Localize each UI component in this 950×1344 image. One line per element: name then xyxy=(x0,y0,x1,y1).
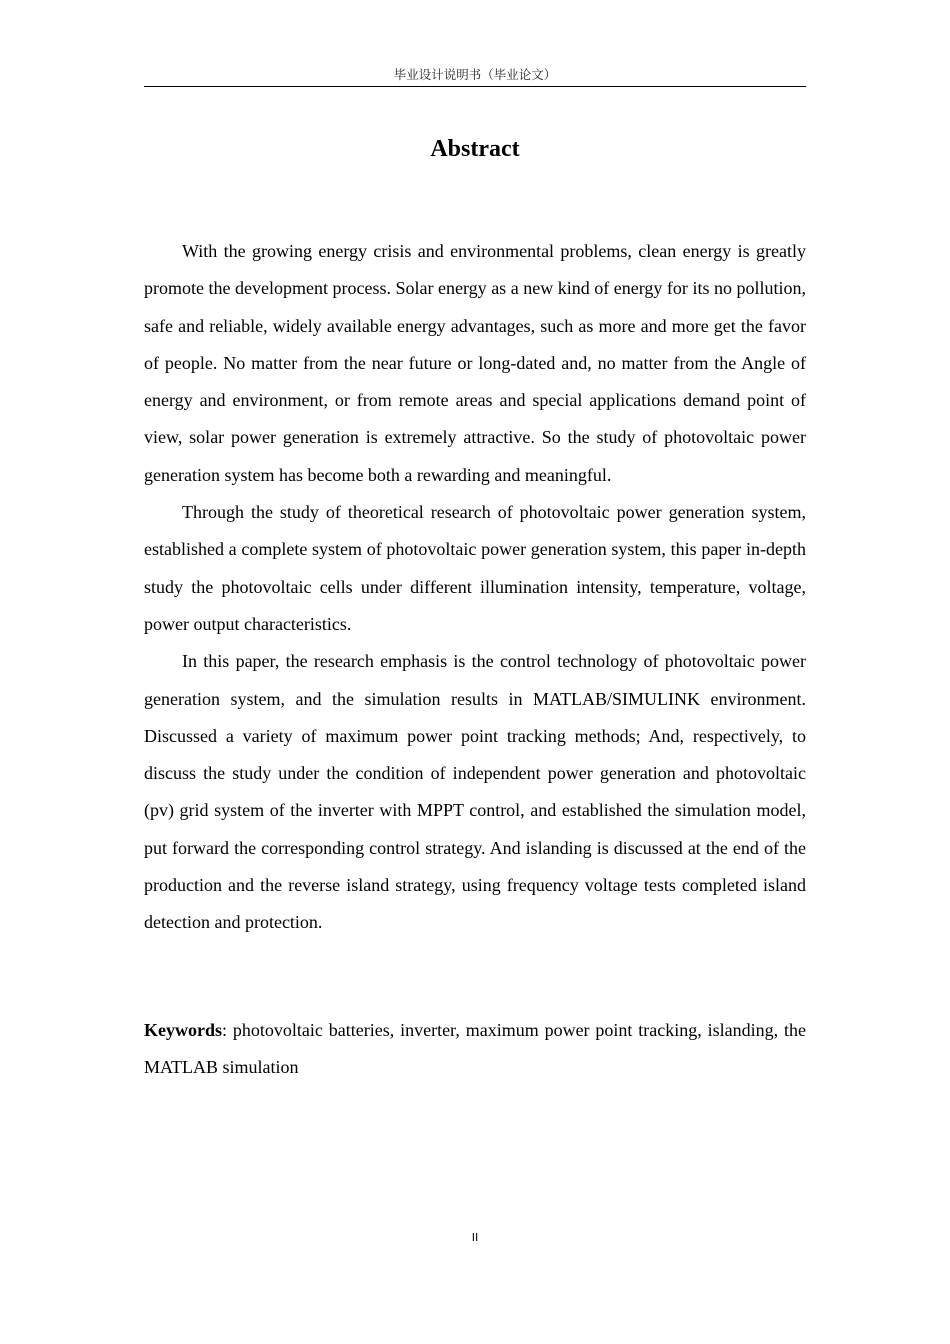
keywords-line xyxy=(144,1012,806,1087)
abstract-body xyxy=(144,233,806,942)
header-rule xyxy=(144,86,806,87)
running-header: 毕业设计说明书（毕业论文） xyxy=(393,67,557,82)
keywords-text: photovoltaic batteries, inverter, maximum power point tracking, islanding, the MATLAB simulation xyxy=(144,1020,806,1078)
abstract-paragraph-3: In this paper, the research emphasis is the control technology of photovoltaic power generation system, and the simulation results in MATLAB/SIMULINK environment. Discussed a variety of maximum power point tracking methods; And, respectively, to discuss the study under the condition of independent power generation and photovoltaic (pv) grid system of the inverter with MPPT control, and established the simulation model, put forward the corresponding control strategy. And islanding is discussed at the end of the production and the reverse island strategy, using frequency voltage tests completed island detection and protection. xyxy=(144,651,806,933)
abstract-paragraph-2: Through the study of theoretical research of photovoltaic power generation system, established a complete system of photovoltaic power generation system, this paper in-depth study the photovoltaic cells under different illumination intensity, temperature, voltage, power output characteristics. xyxy=(144,502,806,634)
page-number: II xyxy=(471,1231,479,1244)
keywords-separator: : xyxy=(222,1020,228,1040)
keywords-label: Keywords xyxy=(144,1020,222,1040)
abstract-paragraph-1: With the growing energy crisis and environmental problems, clean energy is greatly promote the development process. Solar energy as a new kind of energy for its no pollution, safe and reliable, widely available energy advantages, such as more and more get the favor of people. No matter from the near future or long-dated and, no matter from the Angle of energy and environment, or from remote areas and special applications demand point of view, solar power generation is extremely attractive. So the study of photovoltaic power generation system has become both a rewarding and meaningful. xyxy=(144,241,806,485)
abstract-title: Abstract xyxy=(430,136,520,162)
